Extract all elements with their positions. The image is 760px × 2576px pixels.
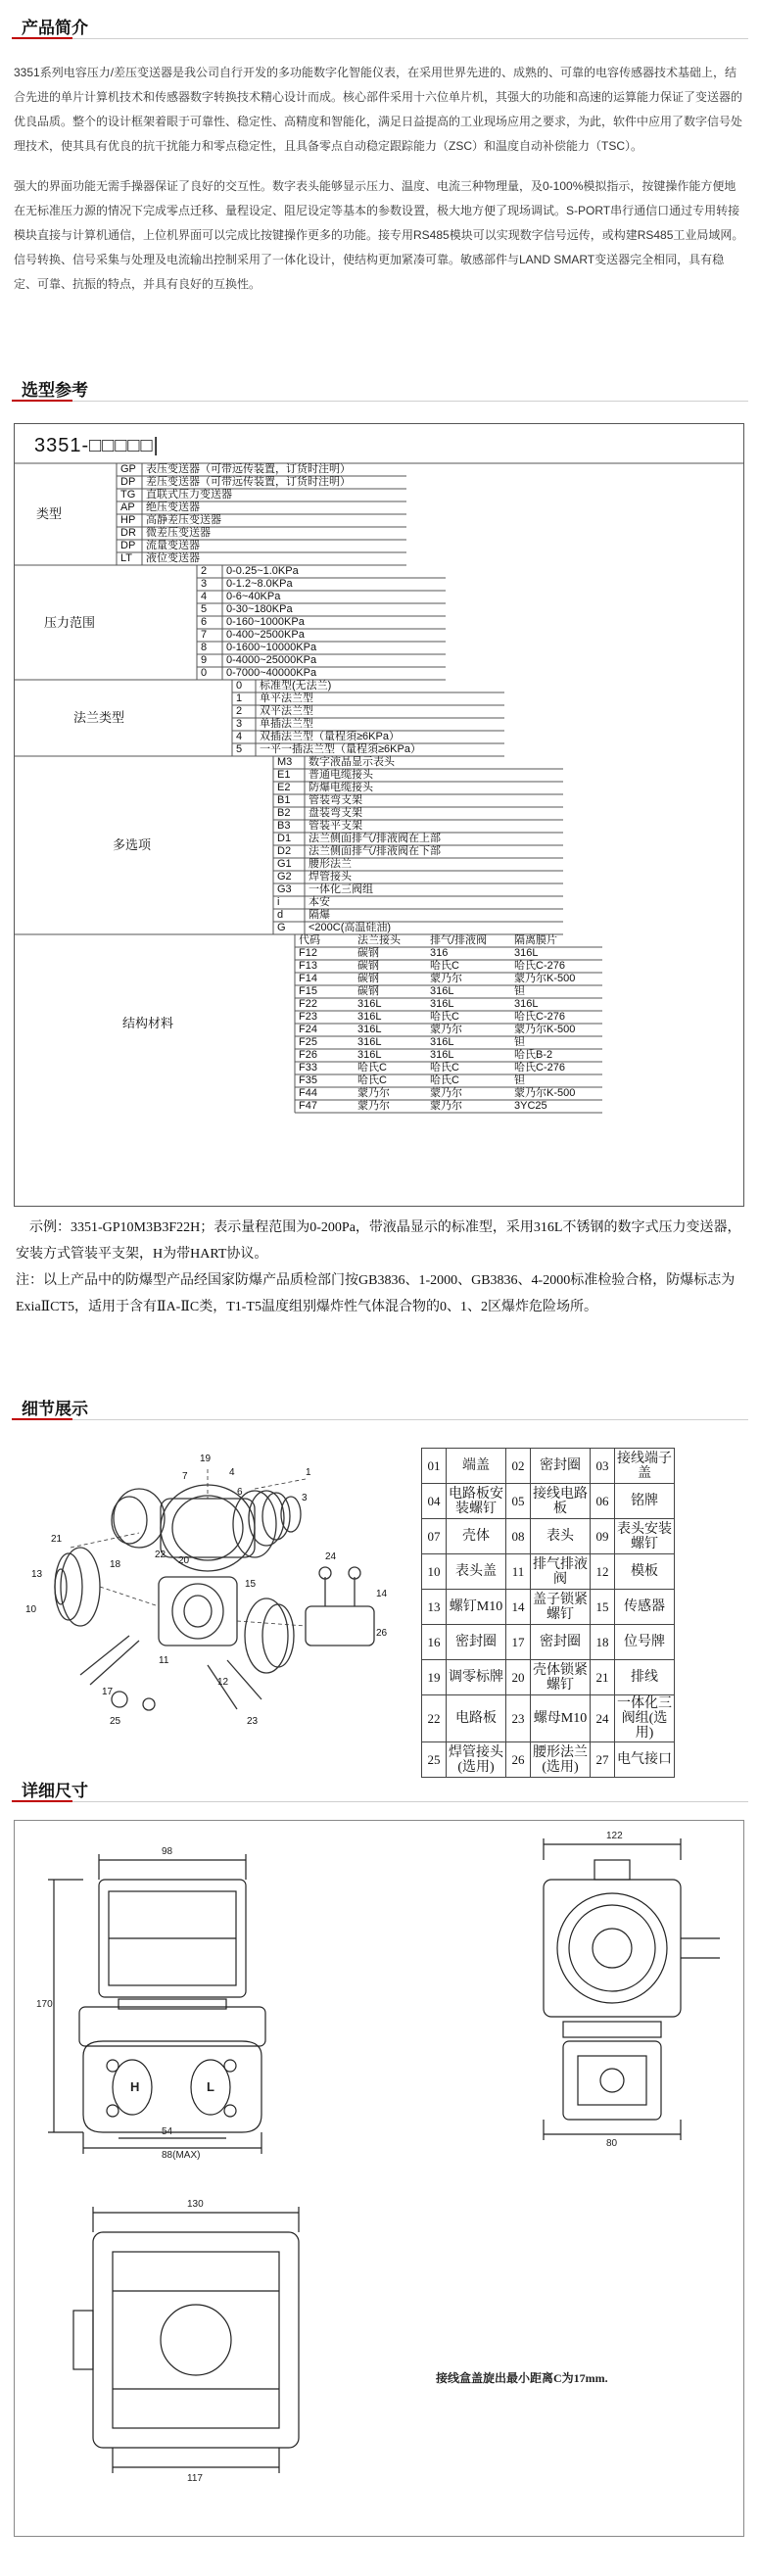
svg-text:15: 15 — [245, 1579, 257, 1590]
option-desc: 普通电缆接头 — [309, 769, 373, 781]
part-name: 壳体 — [447, 1519, 506, 1554]
part-number: 11 — [506, 1554, 531, 1590]
part-number: 09 — [591, 1519, 615, 1554]
material-cell: 316L — [430, 1049, 454, 1061]
material-cell: 哈氏B-2 — [514, 1049, 553, 1061]
material-cell: F23 — [299, 1011, 317, 1023]
option-code: B1 — [277, 794, 291, 806]
type-desc: 高静差压变送器 — [146, 514, 221, 526]
material-cell: 3YC25 — [514, 1100, 547, 1112]
section-title: 产品简介 — [22, 19, 88, 37]
range-desc: 0-1.2~8.0KPa — [226, 578, 293, 590]
option-code: E2 — [277, 782, 291, 793]
material-cell: 钽 — [514, 1074, 525, 1086]
flange-code: 3 — [236, 718, 243, 730]
flange-desc: 单插法兰型 — [260, 718, 313, 730]
part-number: 16 — [422, 1625, 447, 1660]
material-cell: F35 — [299, 1074, 317, 1086]
option-code: G3 — [277, 883, 292, 895]
range-label: 压力范围 — [44, 614, 96, 630]
material-cell: 蒙乃尔 — [430, 1100, 462, 1112]
part-number: 25 — [422, 1742, 447, 1778]
option-desc: 数字液晶显示表头 — [309, 756, 395, 768]
type-code: HP — [120, 514, 136, 526]
option-code: i — [277, 896, 280, 908]
material-cell: 316L — [357, 998, 382, 1010]
flange-code: 1 — [236, 692, 243, 704]
option-code: E1 — [277, 769, 291, 781]
svg-text:12: 12 — [217, 1677, 229, 1688]
material-cell: F12 — [299, 947, 317, 959]
parts-row — [422, 1484, 675, 1519]
range-code: 5 — [201, 603, 208, 615]
option-desc: 管装弯支架 — [309, 794, 362, 806]
svg-text:11: 11 — [159, 1655, 169, 1666]
material-cell: 哈氏C — [357, 1062, 387, 1073]
option-code: D2 — [277, 845, 292, 857]
parts-table — [421, 1448, 675, 1778]
flange-desc: 双插法兰型（量程須≥6KPa） — [260, 731, 400, 742]
option-desc: 一体化三阀组 — [309, 883, 373, 895]
material-cell: 哈氏C-276 — [514, 960, 565, 972]
part-name: 电路板安装螺钉 — [447, 1484, 506, 1519]
intro-text — [14, 61, 746, 297]
flange-code: 4 — [236, 731, 243, 742]
dim-height: 170 — [36, 1999, 53, 2010]
svg-text:20: 20 — [178, 1555, 190, 1566]
material-cell: 316L — [357, 1036, 382, 1048]
label-h: H — [130, 2079, 140, 2094]
accent-bar — [12, 37, 72, 39]
material-label: 结构材料 — [122, 1016, 174, 1030]
type-desc: 直联式压力变送器 — [146, 489, 232, 501]
parts-row — [422, 1660, 675, 1695]
parts-row — [422, 1625, 675, 1660]
material-cell: F13 — [299, 960, 317, 972]
material-cell: 钽 — [514, 1036, 525, 1048]
part-number: 17 — [506, 1625, 531, 1660]
range-desc: 0-0.25~1.0KPa — [226, 565, 299, 577]
range-desc: 0-160~1000KPa — [226, 616, 305, 628]
section-header-detail — [0, 1389, 760, 1422]
range-desc: 0-6~40KPa — [226, 591, 281, 602]
flange-desc: 标准型(无法兰) — [260, 680, 332, 692]
range-code: 0 — [201, 667, 208, 679]
accent-bar — [12, 1800, 72, 1802]
option-desc: 防爆电缆接头 — [309, 782, 373, 793]
type-code: DP — [120, 540, 136, 551]
svg-text:14: 14 — [376, 1589, 388, 1599]
part-number: 23 — [506, 1695, 531, 1742]
part-number: 07 — [422, 1519, 447, 1554]
part-number: 14 — [506, 1590, 531, 1625]
part-name: 电气接口 — [615, 1742, 675, 1778]
section-header-selection — [0, 370, 760, 404]
material-cell: 碳钢 — [357, 973, 379, 984]
material-cell: 哈氏C — [430, 960, 459, 972]
part-number: 06 — [591, 1484, 615, 1519]
option-code: d — [277, 909, 284, 921]
model-code: 3351-□□□□□| — [34, 435, 160, 456]
material-cell: F26 — [299, 1049, 317, 1061]
parts-row — [422, 1519, 675, 1554]
part-name: 一体化三阀组(选用) — [615, 1695, 675, 1742]
svg-text:18: 18 — [110, 1559, 121, 1570]
section-header-dims — [0, 1771, 760, 1804]
part-number: 13 — [422, 1590, 447, 1625]
selection-table — [14, 423, 744, 1207]
part-name: 位号牌 — [615, 1625, 675, 1660]
material-header: 法兰接头 — [357, 934, 401, 946]
part-name: 端盖 — [447, 1449, 506, 1484]
flange-code: 5 — [236, 743, 243, 755]
option-desc: 管装平支架 — [309, 820, 362, 832]
type-desc: 微差压变送器 — [146, 527, 211, 539]
material-cell: F15 — [299, 985, 317, 997]
material-cell: 316L — [514, 998, 539, 1010]
svg-text:21: 21 — [51, 1534, 63, 1545]
material-header: 隔离膜片 — [514, 934, 557, 946]
material-cell: 蒙乃尔K-500 — [514, 1024, 576, 1035]
dim-base-width: 88(MAX) — [162, 2150, 201, 2161]
part-name: 模板 — [615, 1554, 675, 1590]
range-desc: 0-4000~25000KPa — [226, 654, 317, 666]
part-name: 表头 — [531, 1519, 591, 1554]
svg-text:23: 23 — [247, 1716, 259, 1727]
part-name: 螺钉M10 — [447, 1590, 506, 1625]
part-number: 03 — [591, 1449, 615, 1484]
option-code: G1 — [277, 858, 292, 870]
range-desc: 0-30~180KPa — [226, 603, 293, 615]
range-code: 2 — [201, 565, 208, 577]
part-name: 密封圈 — [531, 1449, 591, 1484]
material-cell: 蒙乃尔 — [357, 1100, 390, 1112]
divider — [12, 1801, 748, 1802]
section-title: 选型参考 — [22, 381, 88, 400]
flange-desc: 一平一插法兰型（量程須≥6KPa） — [260, 743, 421, 755]
parts-row — [422, 1449, 675, 1484]
material-cell: 316L — [357, 1049, 382, 1061]
intro-paragraph: 强大的界面功能无需手操器保证了良好的交互性。数字表头能够显示压力、温度、电流三种物理量，及0-100%模拟指示，按键操作能方便地在无标准压力源的情况下完成零点迁移、量程设定、阻尼设定等基本的参数设置，极大地方便了现场调试。S-PORT串行通信口通过专用转接模块直接与计算机通信，上位机界面可以完成比按键操作更多的功能。接专用RS485模块可以实现数字信号远传，或构建RS485工业局域网。信号转换、信号采集与处理及电流输出控制采用了一体化设计，使结构更加紧凑可靠。敏感部件与LAND SMART变送器完全相同，具有稳定、可靠、抗振的特点，并具有良好的互换性。 — [14, 179, 744, 291]
part-name: 铭牌 — [615, 1484, 675, 1519]
part-number: 27 — [591, 1742, 615, 1778]
terminal-note: 接线盒盖旋出最小距离C为17mm. — [436, 2371, 608, 2385]
part-number: 20 — [506, 1660, 531, 1695]
type-code: LT — [120, 552, 133, 564]
range-code: 9 — [201, 654, 208, 666]
selection-notes — [16, 1215, 748, 1320]
option-desc: <200C(高温硅油) — [309, 922, 392, 933]
option-code: M3 — [277, 756, 293, 768]
material-cell: 哈氏C — [430, 1011, 459, 1023]
dim-side-base: 80 — [606, 2138, 618, 2149]
range-code: 7 — [201, 629, 208, 641]
svg-text:6: 6 — [237, 1487, 243, 1498]
part-name: 表头安装螺钉 — [615, 1519, 675, 1554]
part-name: 接线端子盖 — [615, 1449, 675, 1484]
option-desc: 腰形法兰 — [309, 858, 352, 870]
section-header-intro — [0, 8, 760, 41]
part-name: 调零标牌 — [447, 1660, 506, 1695]
material-cell: 哈氏C — [430, 1074, 459, 1086]
material-cell: 蒙乃尔K-500 — [514, 1087, 576, 1099]
part-number: 15 — [591, 1590, 615, 1625]
note-text: 注：以上产品中的防爆型产品经国家防爆产品质检部门按GB3836、1-2000、GB3836、4-2000标准检验合格，防爆标志为ExiaⅡCT5，适用于含有ⅡA-ⅡC类，T1-T5温度组别爆炸性气体混合物的0、1、2区爆炸危险场所。 — [16, 1273, 736, 1314]
material-cell: 316L — [430, 1036, 454, 1048]
range-code: 3 — [201, 578, 208, 590]
type-desc: 绝压变送器 — [146, 501, 200, 513]
type-code: DR — [120, 527, 136, 539]
material-cell: F47 — [299, 1100, 317, 1112]
option-code: D1 — [277, 833, 292, 844]
svg-text:1: 1 — [306, 1467, 311, 1478]
option-desc: 法兰侧面排气/排液阀在上部 — [309, 833, 442, 844]
material-cell: 钽 — [514, 985, 525, 997]
part-number: 18 — [591, 1625, 615, 1660]
part-name: 盖子锁紧螺钉 — [531, 1590, 591, 1625]
svg-text:13: 13 — [31, 1569, 43, 1580]
material-cell: F24 — [299, 1024, 317, 1035]
material-cell: 316L — [357, 1024, 382, 1035]
material-cell: 碳钢 — [357, 947, 379, 959]
part-number: 08 — [506, 1519, 531, 1554]
range-code: 4 — [201, 591, 208, 602]
option-code: B2 — [277, 807, 291, 819]
svg-text:7: 7 — [182, 1471, 188, 1482]
dimension-drawings — [14, 1820, 744, 2537]
type-desc: 表压变送器（可带远传装置，订货时注明） — [146, 463, 351, 475]
part-number: 24 — [591, 1695, 615, 1742]
range-code: 8 — [201, 642, 208, 653]
range-code: 6 — [201, 616, 208, 628]
part-number: 19 — [422, 1660, 447, 1695]
option-desc: 法兰侧面排气/排液阀在下部 — [309, 845, 442, 857]
part-number: 22 — [422, 1695, 447, 1742]
accent-bar — [12, 1418, 72, 1420]
svg-text:22: 22 — [155, 1550, 166, 1560]
material-cell: 哈氏C-276 — [514, 1011, 565, 1023]
accent-bar — [12, 400, 72, 402]
type-label: 类型 — [36, 506, 63, 521]
type-code: GP — [120, 463, 136, 475]
example-text: 示例：3351-GP10M3B3F22H；表示量程范围为0-200Pa，带液晶显示的标准型，采用316L不锈钢的数字式压力变送器，安装方式管装平支架，H为带HART协议。 — [16, 1220, 741, 1262]
material-cell: 哈氏C — [430, 1062, 459, 1073]
material-cell: 蒙乃尔 — [357, 1087, 390, 1099]
part-number: 01 — [422, 1449, 447, 1484]
option-code: G2 — [277, 871, 292, 883]
svg-text:4: 4 — [229, 1467, 235, 1478]
divider — [12, 1419, 748, 1420]
part-number: 26 — [506, 1742, 531, 1778]
dim-top-bottom: 117 — [187, 2473, 203, 2484]
flange-code: 0 — [236, 680, 243, 692]
section-title: 细节展示 — [22, 1400, 88, 1418]
dim-side-width: 122 — [606, 1831, 623, 1841]
material-cell: F14 — [299, 973, 317, 984]
part-number: 02 — [506, 1449, 531, 1484]
material-cell: 碳钢 — [357, 960, 379, 972]
material-cell: 蒙乃尔 — [430, 1024, 462, 1035]
option-desc: 本安 — [309, 896, 330, 908]
material-cell: F33 — [299, 1062, 317, 1073]
parts-row — [422, 1590, 675, 1625]
part-name: 壳体锁紧螺钉 — [531, 1660, 591, 1695]
part-name: 表头盖 — [447, 1554, 506, 1590]
material-cell: 316 — [430, 947, 449, 959]
part-name: 排线 — [615, 1660, 675, 1695]
svg-text:26: 26 — [376, 1628, 388, 1639]
material-cell: 哈氏C — [357, 1074, 387, 1086]
part-number: 12 — [591, 1554, 615, 1590]
option-desc: 隔爆 — [309, 909, 330, 921]
range-desc: 0-7000~40000KPa — [226, 667, 317, 679]
svg-text:3: 3 — [302, 1493, 308, 1503]
section-title: 详细尺寸 — [22, 1782, 88, 1800]
label-l: L — [207, 2079, 214, 2094]
dim-front-width: 98 — [162, 1846, 173, 1857]
svg-text:24: 24 — [325, 1551, 337, 1562]
part-name: 腰形法兰(选用) — [531, 1742, 591, 1778]
part-name: 密封圈 — [531, 1625, 591, 1660]
parts-row — [422, 1554, 675, 1590]
part-number: 05 — [506, 1484, 531, 1519]
material-cell: F22 — [299, 998, 317, 1010]
material-header: 代码 — [299, 934, 320, 946]
material-cell: 碳钢 — [357, 985, 379, 997]
type-code: DP — [120, 476, 136, 488]
material-cell: 蒙乃尔 — [430, 973, 462, 984]
material-cell: 316L — [430, 998, 454, 1010]
material-cell: 316L — [514, 947, 539, 959]
flange-desc: 双平法兰型 — [260, 705, 313, 717]
option-code: B3 — [277, 820, 291, 832]
part-name: 螺母M10 — [531, 1695, 591, 1742]
part-number: 04 — [422, 1484, 447, 1519]
dim-top-width: 130 — [187, 2199, 204, 2210]
part-number: 10 — [422, 1554, 447, 1590]
part-name: 排气排液阀 — [531, 1554, 591, 1590]
material-header: 排气/排液阀 — [430, 934, 488, 946]
type-code: AP — [120, 501, 135, 513]
options-label: 多选项 — [113, 837, 152, 852]
flange-desc: 单平法兰型 — [260, 692, 313, 704]
exploded-view-drawing — [12, 1440, 413, 1734]
type-code: TG — [120, 489, 136, 501]
material-cell: 316L — [430, 985, 454, 997]
range-desc: 0-400~2500KPa — [226, 629, 305, 641]
intro-paragraph: 3351系列电容压力/差压变送器是我公司自行开发的多功能数字化智能仪表，在采用世界先进的、成熟的、可靠的电容传感器技术基础上，结合先进的单片计算机技术和传感器数字转换技术精心设计而成。核心部件采用十六位单片机，其强大的功能和高速的运算能力保证了变送器的优良品质。整个的设计框架着眼于可靠性、稳定性、高精度和智能化，满足日益提高的工业现场应用之要求，为此，软件中应用了数字信号处理技术，使其具有优良的抗干扰能力和零点稳定性，且具备零点自动稳定跟踪能力（ZSC）和温度自动补偿能力（TSC）。 — [14, 66, 743, 153]
part-name: 密封圈 — [447, 1625, 506, 1660]
parts-row — [422, 1695, 675, 1742]
type-desc: 差压变送器（可带远传装置，订货时注明） — [146, 476, 351, 488]
divider — [12, 38, 748, 39]
type-desc: 流量变送器 — [146, 540, 200, 551]
svg-text:25: 25 — [110, 1716, 121, 1727]
type-desc: 液位变送器 — [146, 552, 200, 564]
part-name: 接线电路板 — [531, 1484, 591, 1519]
material-cell: 哈氏C-276 — [514, 1062, 565, 1073]
range-desc: 0-1600~10000KPa — [226, 642, 317, 653]
flange-label: 法兰类型 — [73, 710, 125, 725]
option-desc: 焊管接头 — [309, 871, 352, 883]
flange-code: 2 — [236, 705, 243, 717]
option-code: G — [277, 922, 286, 933]
material-cell: F44 — [299, 1087, 317, 1099]
svg-text:10: 10 — [25, 1604, 37, 1615]
part-name: 传感器 — [615, 1590, 675, 1625]
material-cell: 蒙乃尔 — [430, 1087, 462, 1099]
dimension-drawing-lines — [15, 1821, 743, 2536]
divider — [12, 401, 748, 402]
material-cell: 蒙乃尔K-500 — [514, 973, 576, 984]
option-desc: 盘装弯支架 — [309, 807, 362, 819]
part-name: 焊管接头(选用) — [447, 1742, 506, 1778]
dim-flange-width: 54 — [162, 2126, 173, 2137]
part-name: 电路板 — [447, 1695, 506, 1742]
svg-text:19: 19 — [200, 1454, 212, 1464]
material-cell: F25 — [299, 1036, 317, 1048]
part-number: 21 — [591, 1660, 615, 1695]
material-cell: 316L — [357, 1011, 382, 1023]
svg-text:17: 17 — [102, 1687, 114, 1697]
